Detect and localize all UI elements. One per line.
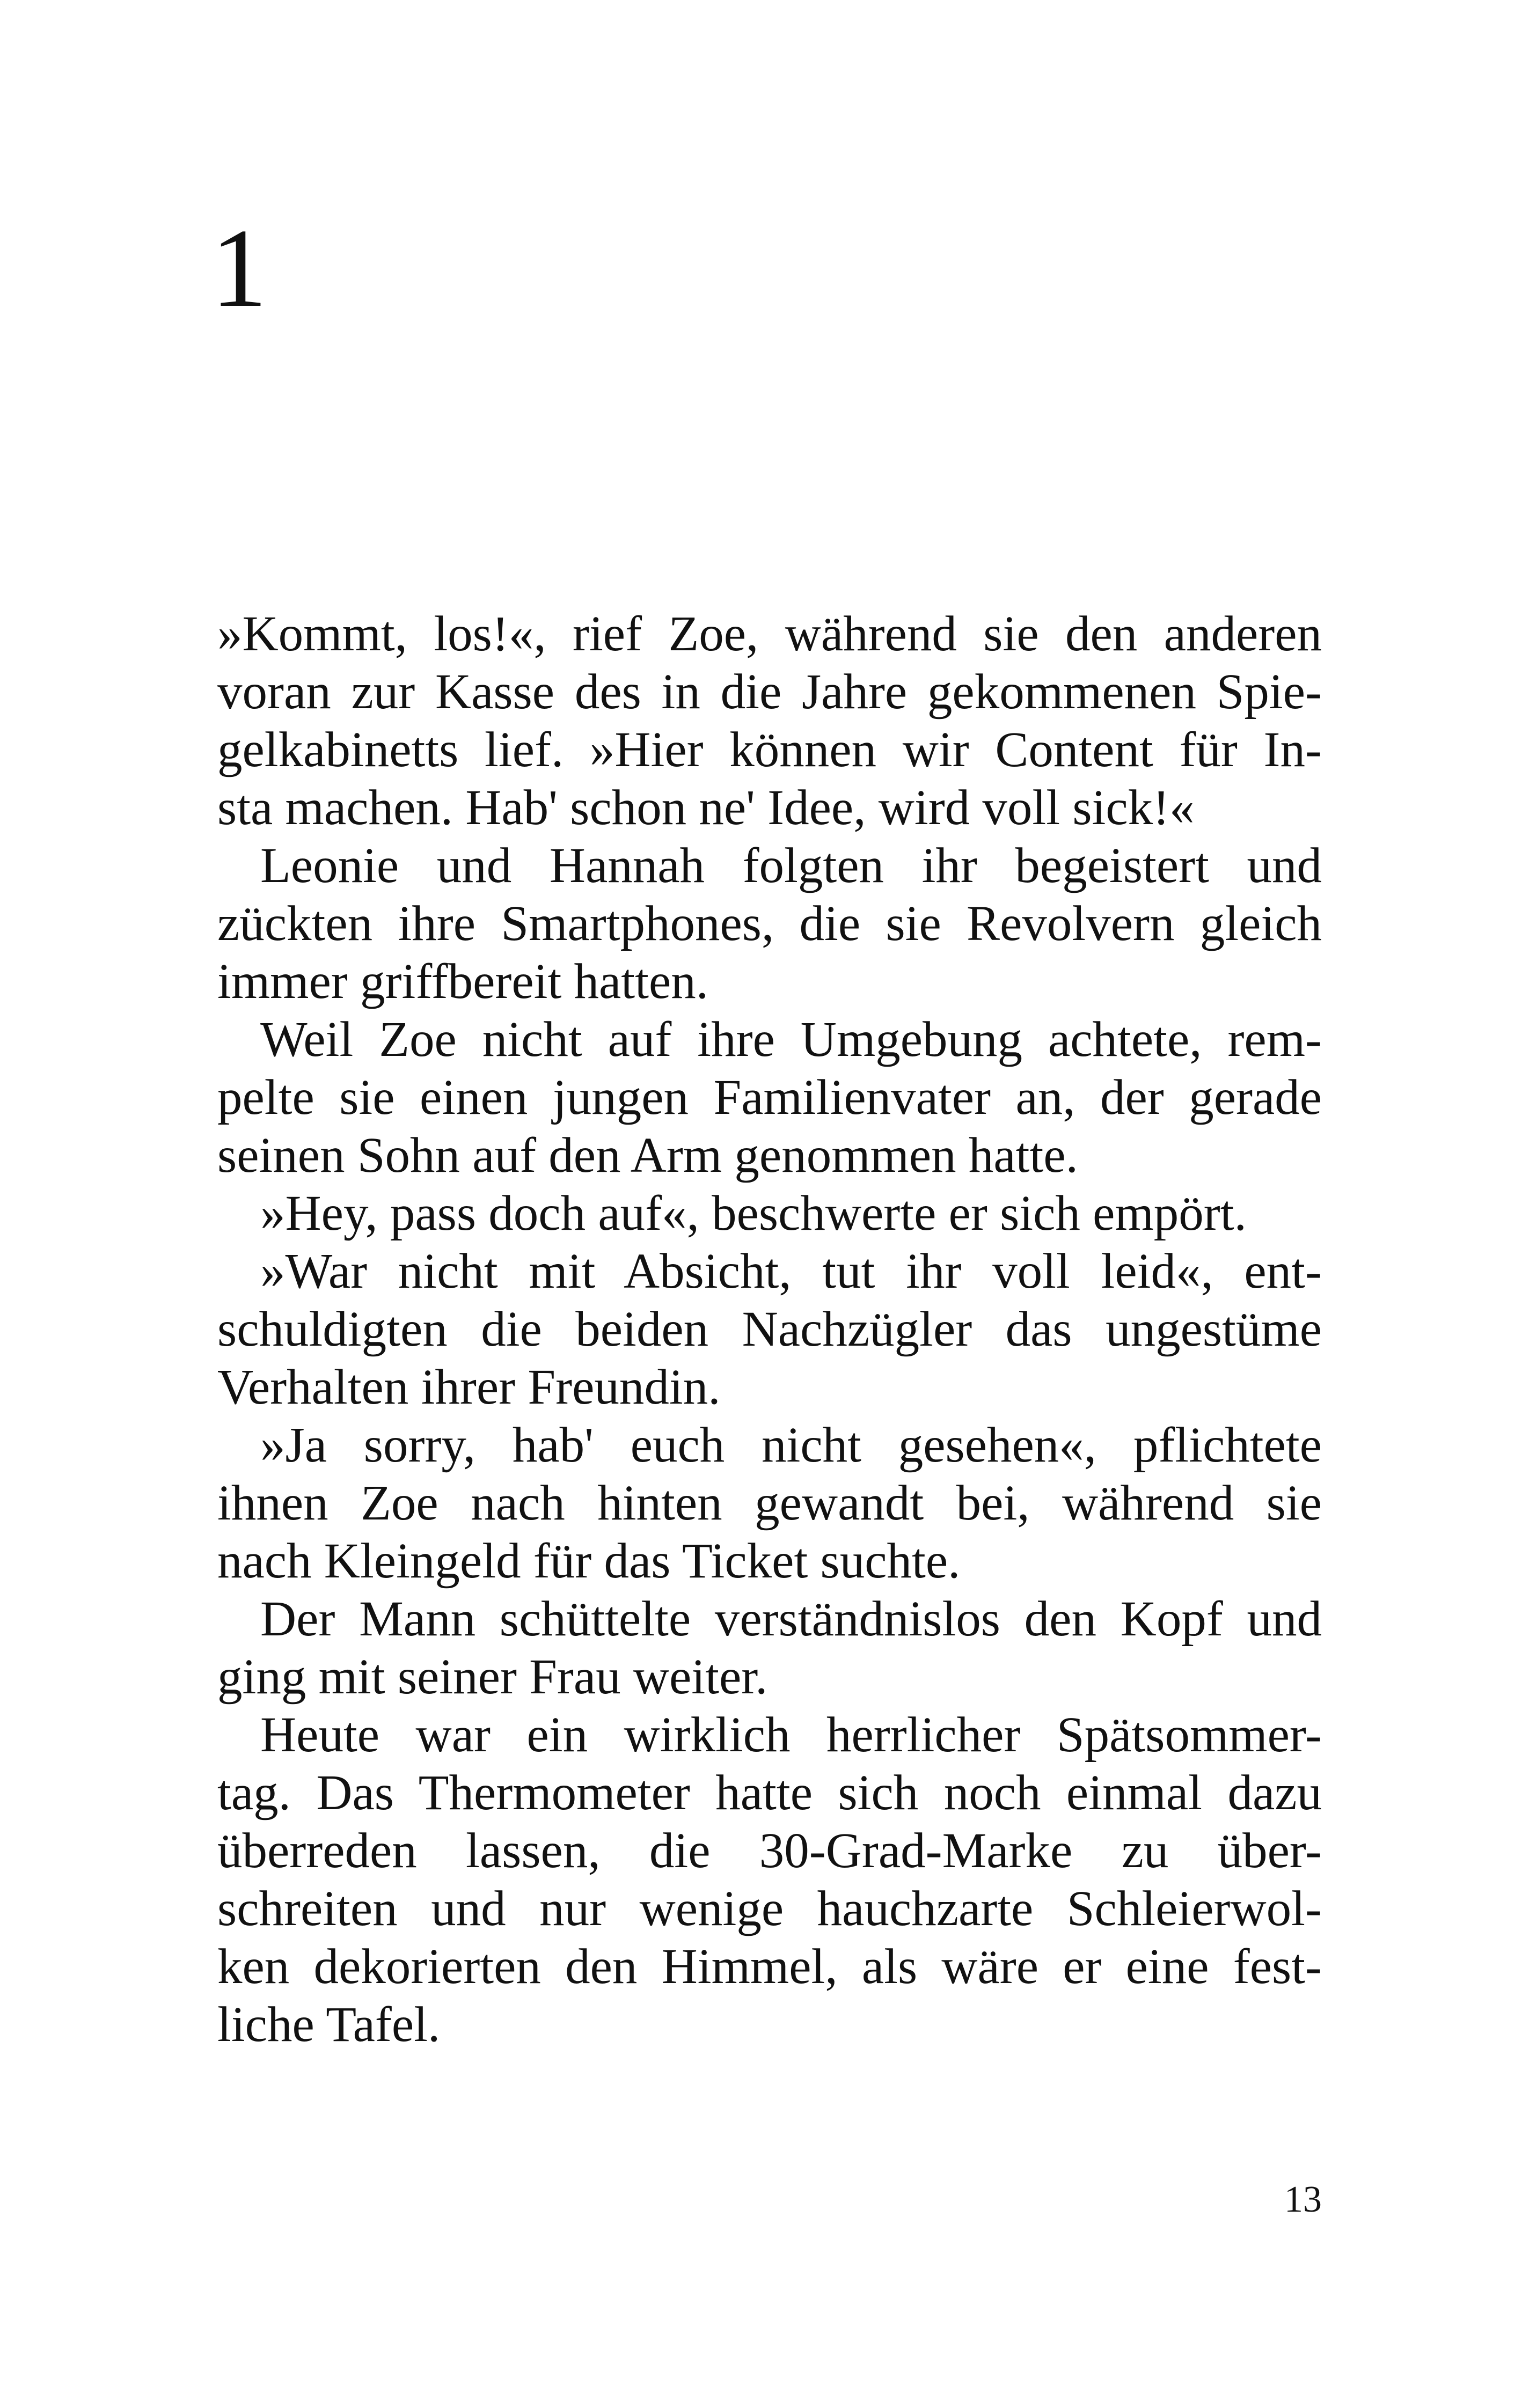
text-line: immer griffbereit hatten. bbox=[217, 954, 709, 1009]
text-line: ging mit seiner Frau weiter. bbox=[217, 1649, 768, 1705]
text-line: pelte sie einen jungen Familienvater an, der gerade bbox=[217, 1070, 1322, 1125]
text-line: Verhalten ihrer Freundin. bbox=[217, 1360, 721, 1415]
text-line: »Kommt, los!«, rief Zoe, während sie den anderen bbox=[217, 606, 1322, 662]
text-line: »War nicht mit Absicht, tut ihr voll leid«, ent- bbox=[260, 1244, 1322, 1299]
text-line: »Hey, pass doch auf«, beschwerte er sich empört. bbox=[260, 1186, 1247, 1241]
chapter-number: 1 bbox=[211, 206, 267, 331]
text-line: schreiten und nur wenige hauchzarte Schleierwol- bbox=[217, 1881, 1322, 1936]
text-line: Leonie und Hannah folgten ihr begeistert und bbox=[260, 838, 1322, 893]
text-line: überreden lassen, die 30-Grad-Marke zu über- bbox=[217, 1823, 1322, 1878]
text-line: Der Mann schüttelte verständnislos den Kopf und bbox=[260, 1591, 1322, 1647]
text-line: voran zur Kasse des in die Jahre gekommenen Spie- bbox=[217, 664, 1322, 720]
text-line: schuldigten die beiden Nachzügler das ungestüme bbox=[217, 1302, 1322, 1357]
text-line: gelkabinetts lief. »Hier können wir Content für In- bbox=[217, 722, 1322, 777]
text-line: sta machen. Hab' schon ne' Idee, wird voll sick!« bbox=[217, 780, 1195, 835]
text-line: tag. Das Thermometer hatte sich noch einmal dazu bbox=[217, 1765, 1322, 1820]
text-line: »Ja sorry, hab' euch nicht gesehen«, pflichtete bbox=[260, 1418, 1322, 1473]
text-line: ken dekorierten den Himmel, als wäre er eine fest- bbox=[217, 1939, 1322, 1994]
text-line: Heute war ein wirklich herrlicher Spätsommer- bbox=[260, 1707, 1322, 1763]
text-line: liche Tafel. bbox=[217, 1997, 441, 2052]
body-text bbox=[217, 605, 1322, 2054]
text-line: seinen Sohn auf den Arm genommen hatte. bbox=[217, 1128, 1078, 1183]
text-line: ihnen Zoe nach hinten gewandt bei, während sie bbox=[217, 1475, 1322, 1531]
text-line: zückten ihre Smartphones, die sie Revolvern gleich bbox=[217, 896, 1322, 951]
text-line: nach Kleingeld für das Ticket suchte. bbox=[217, 1533, 961, 1589]
text-line: Weil Zoe nicht auf ihre Umgebung achtete, rem- bbox=[260, 1012, 1322, 1067]
page-number: 13 bbox=[1284, 2179, 1322, 2220]
